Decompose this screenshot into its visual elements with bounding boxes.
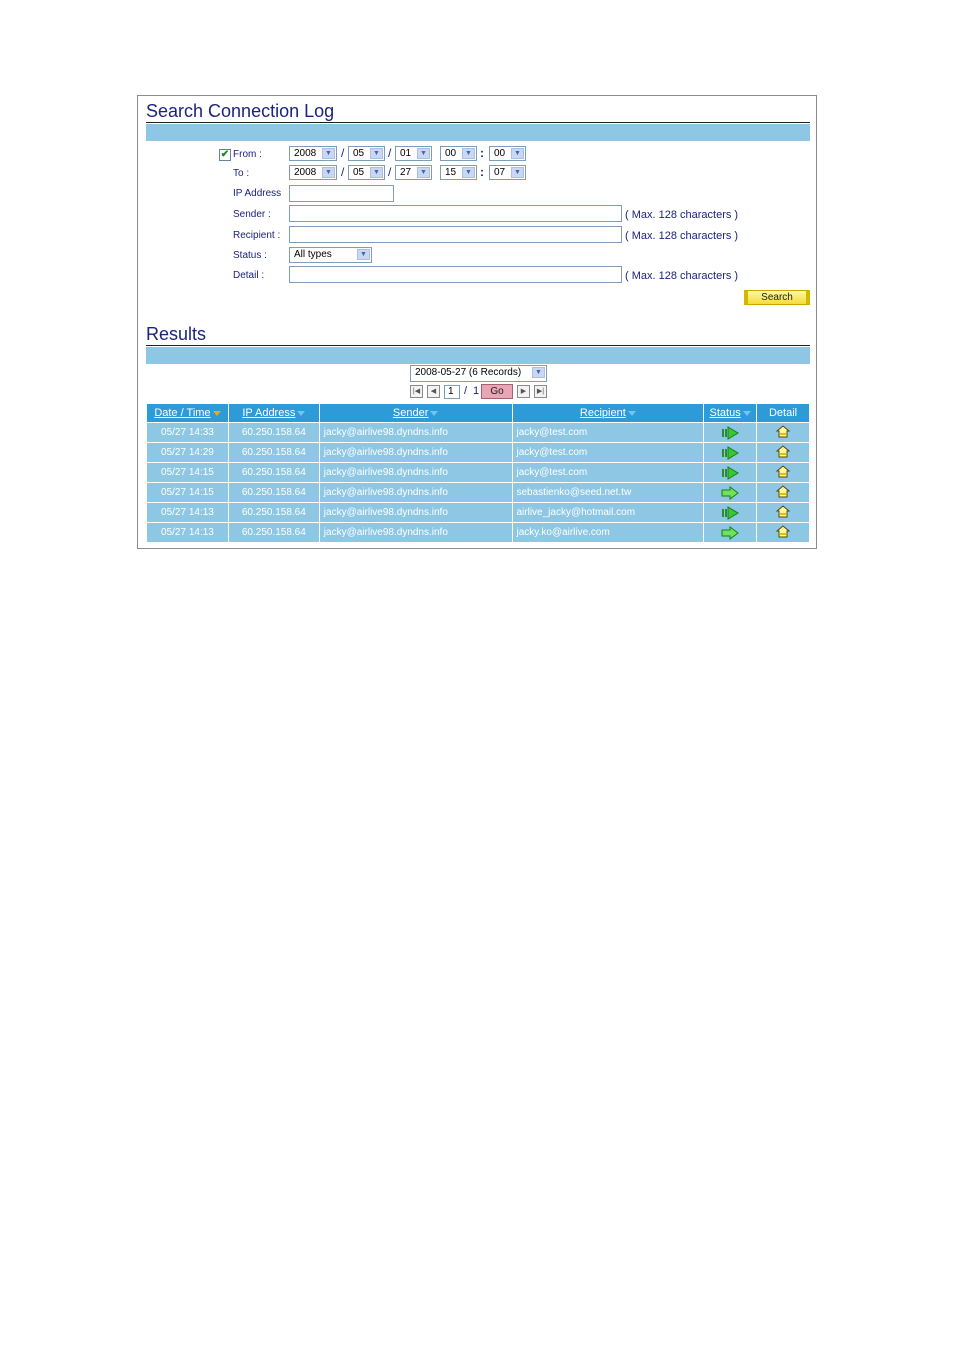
datetime-cell: 05/27 14:15 <box>147 463 229 483</box>
date-separator: / <box>341 146 345 160</box>
datetime-cell: 05/27 14:13 <box>147 523 229 543</box>
column-header-label: Date / Time <box>154 407 211 419</box>
datetime-cell: 05/27 14:13 <box>147 503 229 523</box>
next-page-icon[interactable]: ▶ <box>517 385 530 398</box>
from-day-select[interactable] <box>395 146 432 161</box>
date-separator: / <box>388 165 392 179</box>
chevron-down-icon: ▼ <box>322 167 335 178</box>
column-header-sender[interactable] <box>319 404 512 423</box>
table-row <box>147 443 810 463</box>
page-separator: / <box>464 385 468 397</box>
ip-address-cell: 60.250.158.64 <box>228 523 319 543</box>
chevron-down-icon: ▼ <box>511 167 524 178</box>
page-total: 1 <box>473 385 480 397</box>
sender-cell: jacky@airlive98.dyndns.info <box>319 443 512 463</box>
sort-blue-icon <box>628 411 636 416</box>
table-row <box>147 483 810 503</box>
recipient-cell: jacky@test.com <box>512 443 704 463</box>
to-year-value: 2008 <box>294 167 317 178</box>
column-header-label: Detail <box>768 407 798 419</box>
chevron-down-icon: ▼ <box>370 148 383 159</box>
recipient-cell: jacky@test.com <box>512 423 704 443</box>
results-table <box>146 403 810 543</box>
house-icon[interactable] <box>776 465 790 481</box>
status-cell <box>704 523 757 543</box>
sort-blue-icon <box>297 411 305 416</box>
column-header-label: Status <box>709 407 741 419</box>
from-hour-select[interactable] <box>440 146 477 161</box>
recipient-input[interactable] <box>289 226 622 243</box>
sender-cell: jacky@airlive98.dyndns.info <box>319 483 512 503</box>
chevron-down-icon: ▼ <box>511 148 524 159</box>
sender-max-hint: ( Max. 128 characters ) <box>625 209 739 221</box>
search-band <box>146 124 810 141</box>
to-month-select[interactable] <box>348 165 385 180</box>
sender-cell: jacky@airlive98.dyndns.info <box>319 503 512 523</box>
arrow-bars-green-icon <box>721 426 739 440</box>
chevron-down-icon: ▼ <box>462 167 475 178</box>
ip-address-cell: 60.250.158.64 <box>228 483 319 503</box>
sender-cell: jacky@airlive98.dyndns.info <box>319 423 512 443</box>
recipient-cell: jacky@test.com <box>512 463 704 483</box>
sort-blue-icon <box>430 411 438 416</box>
table-row <box>147 503 810 523</box>
chevron-down-icon: ▼ <box>322 148 335 159</box>
sender-cell: jacky@airlive98.dyndns.info <box>319 523 512 543</box>
detail-cell <box>757 463 810 483</box>
recipient-max-hint: ( Max. 128 characters ) <box>625 230 739 242</box>
datetime-cell: 05/27 14:33 <box>147 423 229 443</box>
date-records-value: 2008-05-27 (6 Records) <box>415 367 522 378</box>
ip-address-cell: 60.250.158.64 <box>228 423 319 443</box>
detail-max-hint: ( Max. 128 characters ) <box>625 270 739 282</box>
to-day-value: 27 <box>400 167 412 178</box>
from-label: From : <box>233 149 262 160</box>
to-minute-value: 07 <box>494 167 506 178</box>
chevron-down-icon: ▼ <box>462 148 475 159</box>
sender-cell: jacky@airlive98.dyndns.info <box>319 463 512 483</box>
detail-cell <box>757 523 810 543</box>
column-header-status[interactable] <box>704 404 757 423</box>
results-band <box>146 347 810 364</box>
table-row <box>147 423 810 443</box>
from-year-value: 2008 <box>294 148 317 159</box>
detail-input[interactable] <box>289 266 622 283</box>
page-number-input[interactable]: 1 <box>444 385 460 399</box>
column-header-datetime[interactable] <box>147 404 229 423</box>
last-page-icon[interactable]: ▶| <box>534 385 547 398</box>
sender-label: Sender : <box>233 209 271 220</box>
results-header-row <box>147 404 810 423</box>
chevron-down-icon: ▼ <box>417 148 430 159</box>
ip-address-cell: 60.250.158.64 <box>228 443 319 463</box>
from-day-value: 01 <box>400 148 412 159</box>
sort-blue-icon <box>743 411 751 416</box>
to-minute-select[interactable] <box>489 165 526 180</box>
detail-label: Detail : <box>233 270 265 281</box>
arrow-green-icon <box>721 486 739 500</box>
to-hour-select[interactable] <box>440 165 477 180</box>
sender-input[interactable] <box>289 205 622 222</box>
ip-address-input[interactable] <box>289 185 394 202</box>
datetime-cell: 05/27 14:29 <box>147 443 229 463</box>
house-icon[interactable] <box>776 505 790 521</box>
ip-address-cell: 60.250.158.64 <box>228 503 319 523</box>
arrow-bars-green-icon <box>721 506 739 520</box>
detail-cell <box>757 503 810 523</box>
chevron-down-icon: ▼ <box>357 249 370 260</box>
from-checkbox[interactable]: ✔ <box>220 149 230 160</box>
to-hour-value: 15 <box>445 167 457 178</box>
date-separator: / <box>388 146 392 160</box>
column-header-label: IP Address <box>242 407 296 419</box>
to-month-value: 05 <box>353 167 365 178</box>
to-day-select[interactable] <box>395 165 432 180</box>
ip-address-cell: 60.250.158.64 <box>228 463 319 483</box>
status-cell <box>704 443 757 463</box>
arrow-bars-green-icon <box>721 466 739 480</box>
status-cell <box>704 483 757 503</box>
time-separator: : <box>480 146 484 160</box>
status-value: All types <box>294 249 332 260</box>
to-year-select[interactable] <box>289 165 337 180</box>
chevron-down-icon: ▼ <box>417 167 430 178</box>
from-minute-select[interactable] <box>489 146 526 161</box>
house-icon[interactable] <box>776 425 790 441</box>
recipient-cell: sebastienko@seed.net.tw <box>512 483 704 503</box>
house-icon[interactable] <box>776 445 790 461</box>
column-header-label: Sender <box>392 407 429 419</box>
house-icon[interactable] <box>776 485 790 501</box>
go-button[interactable]: Go <box>481 384 513 399</box>
from-year-select[interactable] <box>289 146 337 161</box>
status-cell <box>704 463 757 483</box>
detail-cell <box>757 483 810 503</box>
status-label: Status : <box>233 250 267 261</box>
date-separator: / <box>341 165 345 179</box>
datetime-cell: 05/27 14:15 <box>147 483 229 503</box>
from-hour-value: 00 <box>445 148 457 159</box>
chevron-down-icon: ▼ <box>532 367 545 378</box>
to-label: To : <box>233 168 250 179</box>
column-header-recipient[interactable] <box>512 404 704 423</box>
title-rule <box>146 122 810 123</box>
detail-cell <box>757 423 810 443</box>
from-minute-value: 00 <box>494 148 506 159</box>
prev-page-icon[interactable]: ◀ <box>427 385 440 398</box>
table-row <box>147 463 810 483</box>
from-month-value: 05 <box>353 148 365 159</box>
column-header-label: Recipient <box>579 407 626 419</box>
table-row <box>147 523 810 543</box>
connection-log-panel <box>137 95 817 549</box>
sort-desc-orange-icon <box>213 411 221 416</box>
recipient-label: Recipient : <box>233 230 281 241</box>
first-page-icon[interactable]: |◀ <box>410 385 423 398</box>
results-title: Results <box>146 324 207 344</box>
detail-cell <box>757 443 810 463</box>
recipient-cell: airlive_jacky@hotmail.com <box>512 503 704 523</box>
time-separator: : <box>480 165 484 179</box>
search-title: Search Connection Log <box>146 101 335 121</box>
arrow-green-icon <box>721 526 739 540</box>
from-month-select[interactable] <box>348 146 385 161</box>
house-icon[interactable] <box>776 525 790 541</box>
column-header-ip-address[interactable] <box>228 404 319 423</box>
recipient-cell: jacky.ko@airlive.com <box>512 523 704 543</box>
search-button[interactable]: Search <box>744 290 810 305</box>
ip-address-label: IP Address <box>233 188 282 199</box>
status-cell <box>704 503 757 523</box>
date-records-select[interactable] <box>410 365 547 382</box>
status-cell <box>704 423 757 443</box>
status-select[interactable] <box>289 247 372 263</box>
title-rule <box>146 345 810 346</box>
arrow-bars-green-icon <box>721 446 739 460</box>
chevron-down-icon: ▼ <box>370 167 383 178</box>
column-header-detail <box>757 404 810 423</box>
